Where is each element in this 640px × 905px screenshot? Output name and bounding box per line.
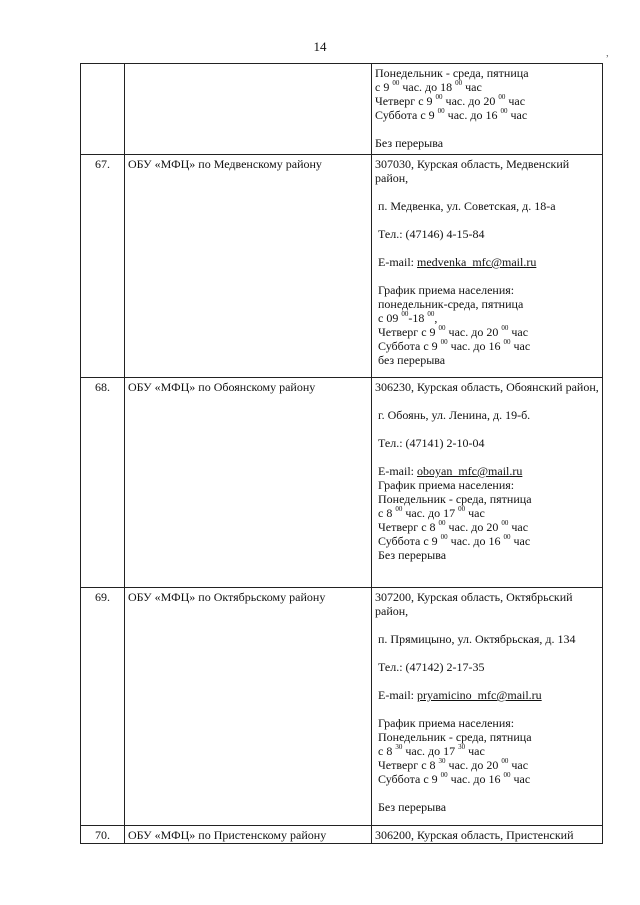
email-link[interactable]: medvenka_mfc@mail.ru [417,255,537,269]
schedule-hours: с 8 $^{30}$ час. до 17 $^{30}$ час [378,743,485,758]
schedule-break: Без перерыва [378,800,447,814]
address: 306200, Курская область, Пристенский [375,828,574,842]
phone: Тел.: (47141) 2-10-04 [378,436,485,450]
schedule-days: Понедельник - среда, пятница [378,730,532,744]
contact-info [372,378,603,588]
schedule-days: Понедельник - среда, пятница [375,66,529,80]
schedule-thursday: Четверг с 8 $^{30}$ час. до 20 $^{00}$ час [378,757,529,772]
email-line: E-mail: oboyan_mfc@mail.ru [378,464,523,478]
schedule-thursday: Четверг с 9 $^{00}$ час. до 20 $^{00}$ час [375,93,526,108]
email-link[interactable]: oboyan_mfc@mail.ru [417,464,523,478]
row-number: 68. [81,378,125,588]
address: 307030, Курская область, Медвенский район, [375,157,570,185]
address: 307200, Курская область, Октябрьский район, [375,590,573,618]
contact-info [372,588,603,826]
table-row [81,826,603,844]
address: 306230, Курская область, Обоянский район, [375,380,599,394]
info-cell [372,64,603,155]
schedule-break: Без перерыва [378,548,447,562]
street: п. Медвенка, ул. Советская, д. 18-а [378,199,556,213]
organization-name: ОБУ «МФЦ» по Обоянскому району [125,378,372,588]
schedule-title: График приема населения: [378,716,515,730]
email-line: E-mail: medvenka_mfc@mail.ru [378,255,537,269]
row-number: 70. [81,826,125,844]
organization-name: ОБУ «МФЦ» по Октябрьскому району [125,588,372,826]
schedule-break: Без перерыва [375,136,444,150]
corner-mark: , [606,47,609,59]
organization-name: ОБУ «МФЦ» по Медвенскому району [125,155,372,378]
table-row [81,588,603,826]
organization-name: ОБУ «МФЦ» по Пристенскому району [125,826,372,844]
street: п. Прямицыно, ул. Октябрьская, д. 134 [378,632,576,646]
contact-info [372,155,603,378]
schedule-thursday: Четверг с 9 $^{00}$ час. до 20 $^{00}$ час [378,324,529,339]
schedule-saturday: Суббота с 9 $^{00}$ час. до 16 $^{00}$ час [378,338,531,353]
phone: Тел.: (47146) 4-15-84 [378,227,485,241]
schedule-title: График приема населения: [378,478,515,492]
schedule-thursday: Четверг с 8 $^{00}$ час. до 20 $^{00}$ час [378,519,529,534]
phone: Тел.: (47142) 2-17-35 [378,660,485,674]
page-number: 14 [313,39,327,54]
row-number: 67. [81,155,125,378]
street: г. Обоянь, ул. Ленина, д. 19-б. [378,408,531,422]
table-row [81,378,603,588]
schedule-days: Понедельник - среда, пятница [378,492,532,506]
schedule-saturday: Суббота с 9 $^{00}$ час. до 16 $^{00}$ час [375,107,528,122]
schedule-days: понедельник-среда, пятница [378,297,524,311]
mfc-table [80,63,603,844]
schedule-saturday: Суббота с 9 $^{00}$ час. до 16 $^{00}$ час [378,533,531,548]
row-number: 69. [81,588,125,826]
name-cell [125,64,372,155]
schedule-hours: с 9 $^{00}$ час. до 18 $^{00}$ час [375,79,482,94]
email-line: E-mail: pryamicino_mfc@mail.ru [378,688,542,702]
table-row-continued [81,64,603,155]
schedule-title: График приема населения: [378,283,515,297]
contact-info [372,826,603,844]
schedule-saturday: Суббота с 9 $^{00}$ час. до 16 $^{00}$ час [378,771,531,786]
schedule-hours: с 8 $^{00}$ час. до 17 $^{00}$ час [378,505,485,520]
email-link[interactable]: pryamicino_mfc@mail.ru [417,688,542,702]
schedule-break: без перерыва [378,353,446,367]
num-cell [81,64,125,155]
schedule-hours: с 09 $^{00}$-18 $^{00}$, [378,310,438,325]
table-row [81,155,603,378]
